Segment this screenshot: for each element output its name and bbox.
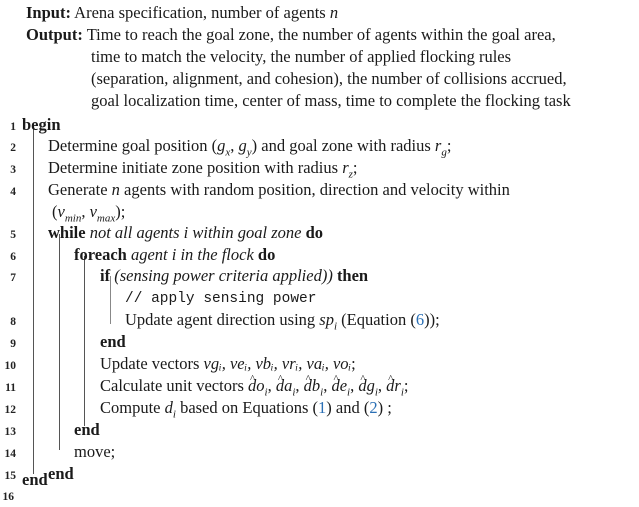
kw-while: while xyxy=(48,223,86,242)
output-text-2: time to match the velocity, the number of applied flocking rules xyxy=(91,47,512,66)
sub: i xyxy=(320,386,324,399)
line-6 xyxy=(74,245,275,265)
line-number: 15 xyxy=(4,470,16,482)
output-label: Output: xyxy=(26,25,83,44)
text: ; xyxy=(446,136,452,155)
text: )); xyxy=(424,310,440,329)
unit-vector: ^ do xyxy=(248,376,265,396)
line-number: 7 xyxy=(10,272,16,284)
input-line xyxy=(26,3,338,23)
line-7 xyxy=(100,266,368,286)
line-number: 5 xyxy=(10,229,16,241)
line-4-continued xyxy=(52,202,126,225)
line-number: 2 xyxy=(10,142,16,154)
line-14: move; xyxy=(74,442,116,461)
sub: z xyxy=(348,168,353,181)
sub: i xyxy=(374,386,378,399)
kw-end-while: end xyxy=(48,464,74,483)
input-var: n xyxy=(329,3,339,22)
text: Generate xyxy=(48,180,112,199)
line-4 xyxy=(48,180,510,200)
sub: min xyxy=(64,212,82,225)
text: ; xyxy=(351,354,356,373)
text: Compute xyxy=(100,398,165,417)
var: g xyxy=(217,136,226,155)
text: , xyxy=(230,136,239,155)
var: d xyxy=(164,398,173,417)
text: Determine goal position ( xyxy=(48,136,218,155)
text: Calculate unit vectors xyxy=(100,376,248,395)
var: v xyxy=(89,202,97,221)
output-line xyxy=(26,25,556,45)
sub: g xyxy=(441,146,447,159)
line-number: 16 xyxy=(2,491,14,503)
var: r xyxy=(434,136,442,155)
line-number: 1 xyxy=(10,121,16,133)
var: g xyxy=(238,136,247,155)
line-number: 12 xyxy=(4,404,16,416)
equation-2-link[interactable]: 2 xyxy=(369,398,378,417)
var: v xyxy=(57,202,65,221)
output-text-1: Time to reach the goal zone, the number of agents within the goal area, xyxy=(86,25,556,44)
kw-foreach: foreach xyxy=(74,245,127,264)
sub: i xyxy=(347,386,351,399)
sub: i xyxy=(264,386,268,399)
kw-then: then xyxy=(336,266,369,285)
kw-if: if xyxy=(100,266,111,285)
line-number: 4 xyxy=(10,186,16,198)
text: Determine initiate zone position with radius xyxy=(48,158,343,177)
kw-end-if: end xyxy=(100,332,126,351)
condition: agent i in the flock xyxy=(130,245,254,264)
unit-vector: ^ de xyxy=(331,376,347,396)
sub: i xyxy=(292,386,296,399)
begin-block-bar xyxy=(33,128,34,474)
line-11: Calculate unit vectors ^ $do_i$, ^ $da_i$, ^ $db_i$, ^ $de_i$, ^ $dg_i$, ^ $dr_i$; xyxy=(100,376,408,396)
var: n xyxy=(111,180,120,199)
sub: y xyxy=(246,146,252,159)
kw-do: do xyxy=(305,223,324,242)
line-number: 13 xyxy=(4,426,16,438)
unit-vector: ^ db xyxy=(304,376,321,396)
line-2 xyxy=(48,136,452,159)
kw-end-foreach: end xyxy=(74,420,100,439)
line-5 xyxy=(48,223,323,243)
vars: vgᵢ, veᵢ, vbᵢ, vrᵢ, vaᵢ, voᵢ xyxy=(203,354,352,373)
text: based on Equations ( xyxy=(175,398,318,417)
var: r xyxy=(342,158,349,177)
unit-vector: ^ da xyxy=(276,376,293,396)
output-text-4: goal localization time, center of mass, time to complete the flocking task xyxy=(91,91,571,110)
text: ) and goal zone with radius xyxy=(251,136,435,155)
unit-vector: ^ dg xyxy=(358,376,375,396)
text: ( xyxy=(52,202,58,221)
foreach-block-bar xyxy=(84,256,85,426)
text: , xyxy=(81,202,90,221)
equation-6-link[interactable]: 6 xyxy=(415,310,425,329)
input-text: Arena specification, number of agents xyxy=(74,3,330,22)
equation-1-link[interactable]: 1 xyxy=(318,398,327,417)
condition: (sensing power criteria applied)) xyxy=(114,266,333,285)
kw-end-begin: end xyxy=(22,470,48,489)
line-3 xyxy=(48,158,358,181)
text: Update agent direction using xyxy=(125,310,320,329)
text: (Equation ( xyxy=(337,310,416,329)
line-number: 10 xyxy=(4,360,16,372)
sub: x xyxy=(225,146,231,159)
line-number: 11 xyxy=(5,382,16,394)
condition: not all agents i within goal zone xyxy=(89,223,302,242)
line-number: 3 xyxy=(10,164,16,176)
line-number: 14 xyxy=(4,448,16,460)
sub: i xyxy=(172,408,176,421)
while-block-bar xyxy=(59,234,60,450)
unit-vector: ^ dr xyxy=(386,376,401,396)
text: ) and ( xyxy=(326,398,370,417)
code-comment: // apply sensing power xyxy=(125,291,317,307)
line-8 xyxy=(125,310,440,333)
line-12 xyxy=(100,398,392,421)
kw-do: do xyxy=(257,245,276,264)
sub: i xyxy=(400,386,404,399)
text: ); xyxy=(115,202,126,221)
line-10 xyxy=(100,354,356,374)
var: sp xyxy=(319,310,334,329)
text: ; xyxy=(403,376,409,395)
text: ) ; xyxy=(377,398,392,417)
line-number: 9 xyxy=(10,338,16,350)
input-label: Input: xyxy=(26,3,71,22)
sub: max xyxy=(96,212,116,225)
output-text-3: (separation, alignment, and cohesion), the number of collisions accrued, xyxy=(91,69,567,88)
line-number: 6 xyxy=(10,251,16,263)
text: agents with random position, direction and velocity within xyxy=(119,180,510,199)
kw-begin: begin xyxy=(22,115,61,134)
sub: i xyxy=(333,320,338,333)
text: ; xyxy=(352,158,358,177)
text: Update vectors xyxy=(100,354,204,373)
line-number: 8 xyxy=(10,316,16,328)
